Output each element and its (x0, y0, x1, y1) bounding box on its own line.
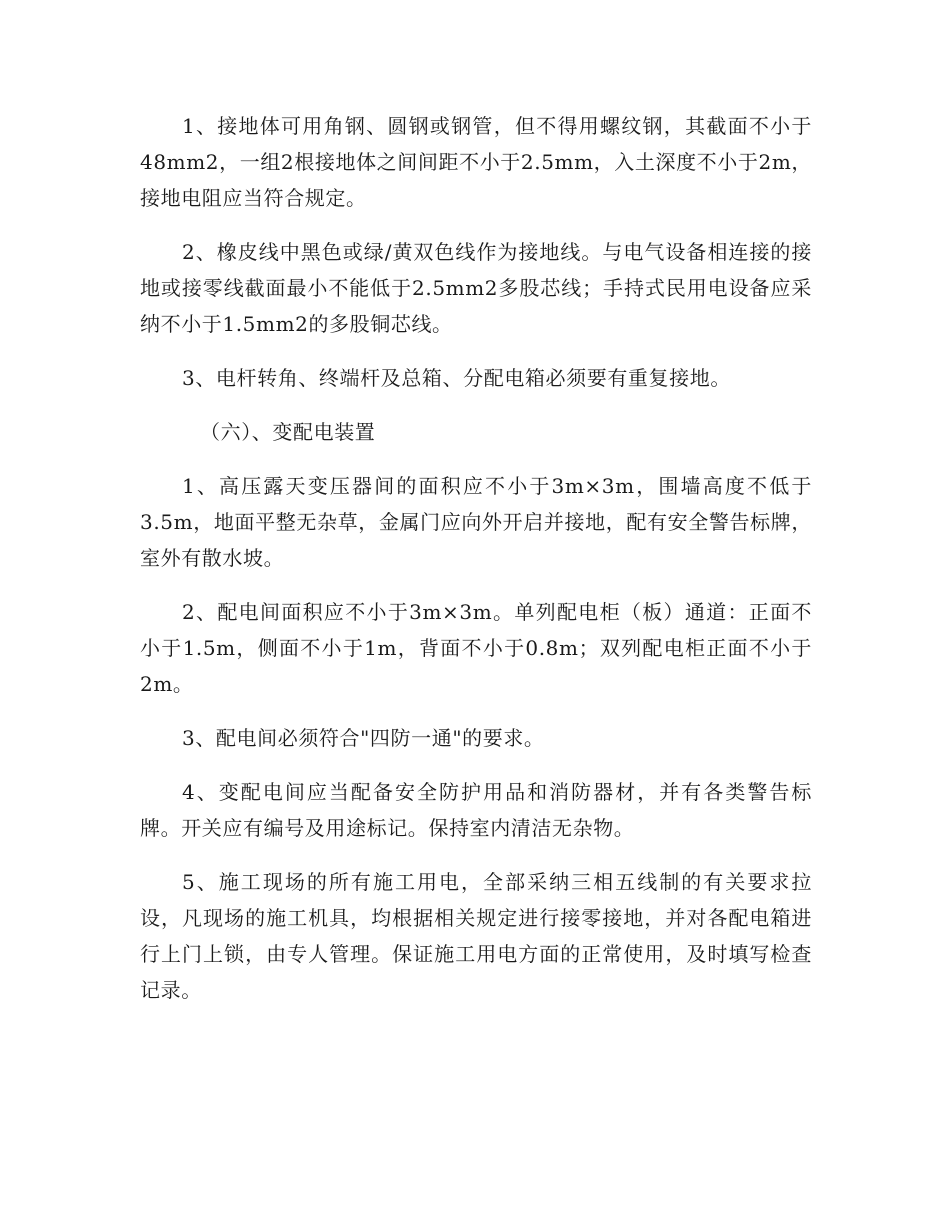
paragraph-distribution-room-area: 2、配电间面积应不小于3m×3m。单列配电柜（板）通道：正面不小于1.5m，侧面不小于1m，背面不小于0.8m；双列配电柜正面不小于2m。 (140, 600, 812, 696)
section-heading: （六）、变配电装置 (200, 420, 376, 444)
paragraph-site-power: 5、施工现场的所有施工用电，全部采纳三相五线制的有关要求拉设，凡现场的施工机具，均根据相关规定进行接零接地，并对各配电箱进行上门上锁，由专人管理。保证施工用电方面的正常使用，及时填写检查记录。 (140, 870, 812, 1002)
document-body (140, 108, 812, 1026)
paragraph-grounding-body: 1、接地体可用角钢、圆钢或钢管，但不得用螺纹钢，其截面不小于48mm2，一组2根接地体之间间距不小于2.5mm，入土深度不小于2m，接地电阻应当符合规定。 (140, 114, 812, 210)
paragraph-four-protections: 3、配电间必须符合"四防一通"的要求。 (182, 726, 545, 750)
paragraph-ground-wire: 2、橡皮线中黑色或绿/黄双色线作为接地线。与电气设备相连接的接地或接零线截面最小不能低于2.5mm2多股芯线；手持式民用电设备应采纳不小于1.5mm2的多股铜芯线。 (140, 240, 812, 336)
paragraph-safety-equipment: 4、变配电间应当配备安全防护用品和消防器材，并有各类警告标牌。开关应有编号及用途标记。保持室内清洁无杂物。 (140, 780, 812, 840)
paragraph-transformer-room: 1、高压露天变压器间的面积应不小于3m×3m，围墙高度不低于3.5m，地面平整无杂草，金属门应向外开启并接地，配有安全警告标牌，室外有散水坡。 (140, 474, 812, 570)
paragraph-repeat-grounding: 3、电杆转角、终端杆及总箱、分配电箱必须要有重复接地。 (182, 366, 731, 390)
